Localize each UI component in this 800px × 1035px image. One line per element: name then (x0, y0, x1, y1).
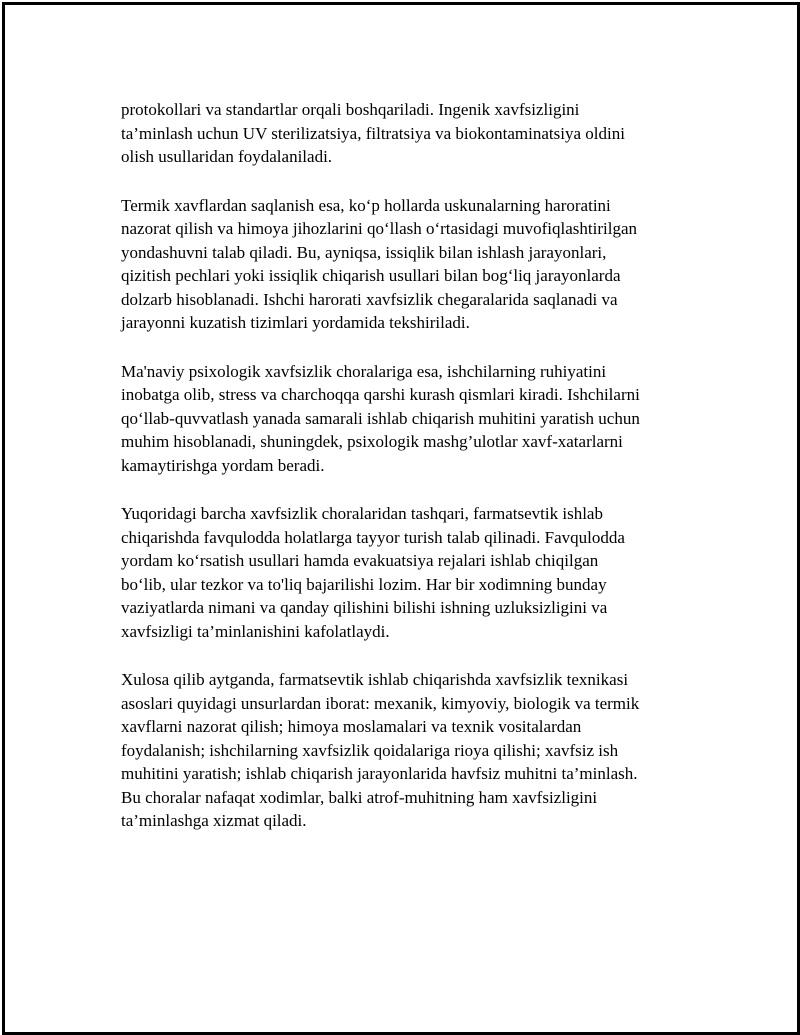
text-line: Yuqoridagi barcha xavfsizlik choralaridan tashqari, farmatsevtik ishlab (121, 504, 603, 523)
text-line: foydalanish; ishchilarning xavfsizlik qoidalariga rioya qilishi; xavfsiz ish (121, 740, 619, 760)
paragraph-4 (121, 502, 701, 643)
paragraph-3 (121, 360, 701, 478)
text-line: inobatga olib, stress va charchoqqa qarshi kurash qismlari kiradi. Ishchilarni (121, 385, 640, 404)
text-line: Bu choralar nafaqat xodimlar, balki atrof-muhitning ham xavfsizligini (121, 787, 598, 807)
text-line: vaziyatlarda nimani va qanday qilishini bilishi ishning uzluksizligini va (121, 598, 608, 617)
text-line: xavfsizligi ta’minlanishini kafolatlaydi. (121, 621, 390, 641)
text-line: Xulosa qilib aytganda, farmatsevtik ishlab chiqarishda xavfsizlik texnikasi (121, 670, 629, 689)
text-line: nazorat qilish va himoya jihozlarini qo‘llash o‘rtasidagi muvofiqlashtirilgan (121, 219, 638, 238)
text-line: dolzarb hisoblanadi. Ishchi harorati xavfsizlik chegaralarida saqlanadi va (121, 289, 618, 309)
document-body (121, 98, 701, 858)
text-line: Termik xavflardan saqlanish esa, ko‘p hollarda uskunalarning haroratini (121, 195, 611, 215)
text-line: Ma'naviy psixologik xavfsizlik choralariga esa, ishchilarning ruhiyatini (121, 361, 607, 381)
text-line: ta’minlash uchun UV sterilizatsiya, filtratsiya va biokontaminatsiya oldini (121, 123, 625, 143)
text-line: xavflarni nazorat qilish; himoya moslamalari va texnik vositalardan (121, 717, 582, 736)
paragraph-2 (121, 194, 701, 335)
text-line: muhim hisoblanadi, shuningdek, psixologik mashg’ulotlar xavf-xatarlarni (121, 432, 623, 451)
text-line: bo‘lib, ular tezkor va to'liq bajarilishi lozim. Har bir xodimning bunday (121, 574, 607, 594)
text-line: olish usullaridan foydalaniladi. (121, 147, 333, 166)
text-line: kamaytirishga yordam beradi. (121, 455, 325, 475)
text-line: qo‘llab-quvvatlash yanada samarali ishlab chiqarish muhitini yaratish uchun (121, 408, 640, 428)
page-frame (2, 2, 800, 1035)
text-line: ta’minlashga xizmat qiladi. (121, 811, 307, 830)
paragraph-5 (121, 668, 701, 833)
text-line: qizitish pechlari yoki issiqlik chiqarish usullari bilan bog‘liq jarayonlarda (121, 266, 621, 285)
paragraph-1 (121, 98, 701, 169)
text-line: chiqarishda favqulodda holatlarga tayyor turish talab qilinadi. Favqulodda (121, 527, 625, 547)
text-line: muhitini yaratish; ishlab chiqarish jarayonlarida havfsiz muhitni ta’minlash. (121, 764, 638, 783)
text-line: jarayonni kuzatish tizimlari yordamida tekshiriladi. (121, 313, 470, 332)
text-line: asoslari quyidagi unsurlardan iborat: mexanik, kimyoviy, biologik va termik (121, 693, 640, 713)
text-line: yordam ko‘rsatish usullari hamda evakuatsiya rejalari ishlab chiqilgan (121, 551, 599, 570)
text-line: protokollari va standartlar orqali boshqariladi. Ingenik xavfsizligini (121, 100, 580, 119)
text-line: yondashuvni talab qiladi. Bu, ayniqsa, issiqlik bilan ishlash jarayonlari, (121, 242, 607, 262)
